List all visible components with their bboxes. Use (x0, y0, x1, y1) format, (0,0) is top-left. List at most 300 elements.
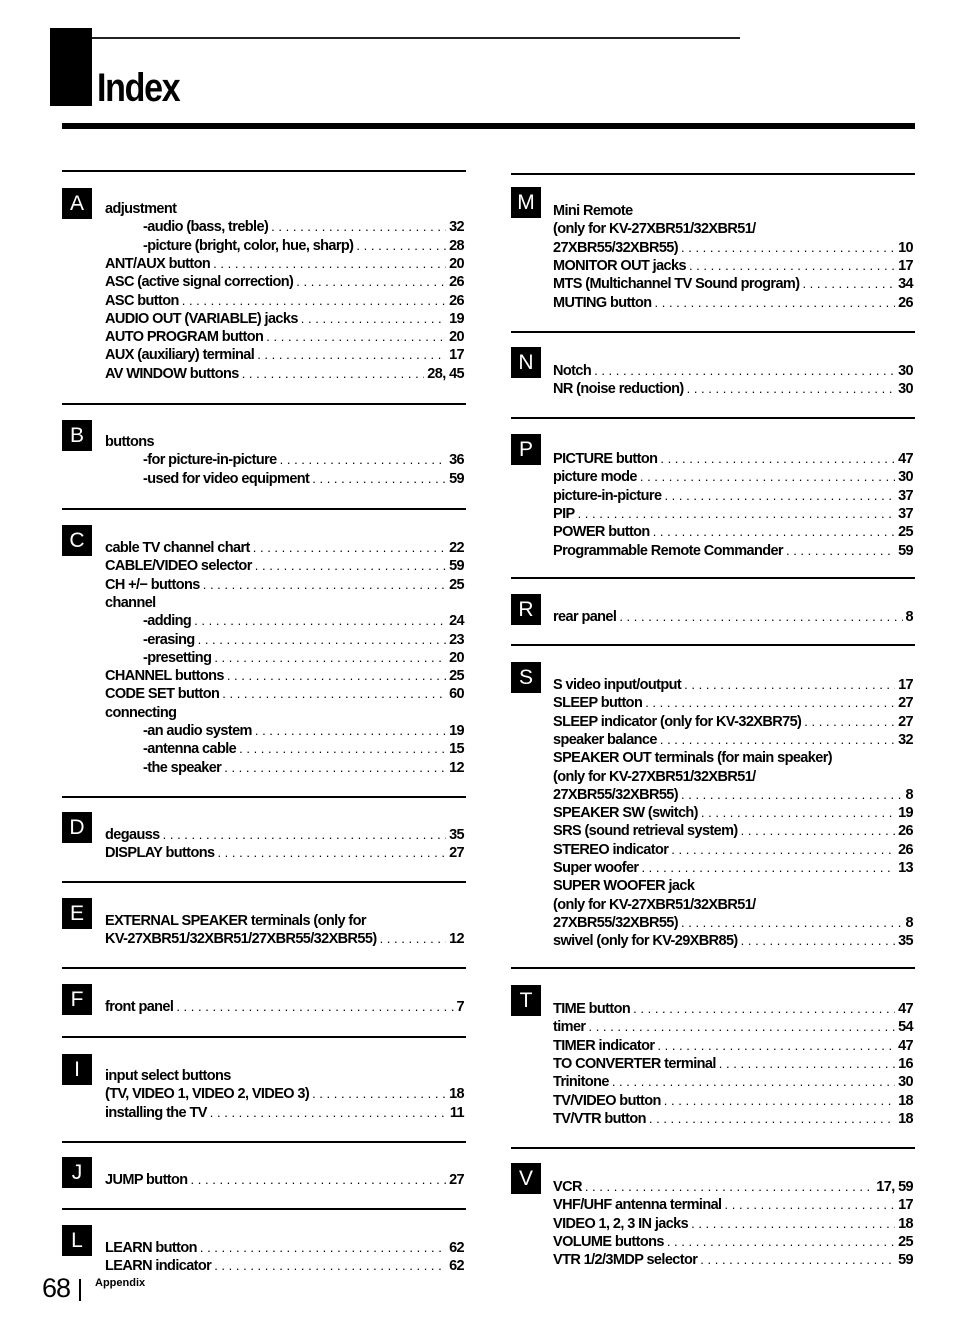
dot-leader (681, 914, 903, 932)
index-entry (553, 859, 913, 877)
entry-term: ASC (active signal correction) (105, 274, 294, 291)
entry-term: -presetting (143, 649, 212, 666)
section-rule (511, 644, 915, 646)
entry-page: 24 (449, 613, 464, 630)
entry-term: Programmable Remote Commander (553, 542, 783, 559)
entry-term: Notch (553, 363, 592, 379)
entry-term: adjustment (105, 201, 177, 217)
index-entry (553, 523, 913, 541)
dot-leader (667, 1233, 895, 1251)
index-entry (553, 1251, 913, 1269)
index-entry (553, 1233, 913, 1251)
index-entry (553, 1110, 913, 1128)
entry-page: 32 (898, 731, 913, 748)
section-rule (511, 331, 915, 333)
index-entry (553, 505, 913, 523)
dot-leader (641, 859, 895, 877)
dot-leader (200, 1239, 446, 1257)
dot-leader (280, 451, 446, 469)
entry-term: SRS (sound retrieval system) (553, 823, 738, 840)
entry-page: 25 (449, 668, 464, 685)
index-entry (105, 292, 464, 310)
index-entry (105, 273, 464, 291)
entry-term: CHANNEL buttons (105, 668, 224, 685)
entry-page: 62 (449, 1258, 464, 1275)
index-entry (143, 237, 464, 255)
index-entry (553, 220, 913, 238)
entry-page: 35 (449, 827, 464, 843)
entry-term: picture-in-picture (553, 487, 662, 504)
dot-leader (194, 612, 446, 630)
letter-badge-c: C (62, 525, 92, 556)
index-entry (105, 1067, 464, 1085)
entry-page: 15 (449, 741, 464, 758)
index-entry (553, 468, 913, 486)
index-entry (143, 759, 464, 777)
dot-leader (649, 1110, 895, 1128)
index-entry (143, 722, 464, 740)
entry-term: VIDEO 1, 2, 3 IN jacks (553, 1215, 689, 1232)
index-entry (553, 362, 913, 380)
letter-badge-b: B (62, 420, 92, 451)
entry-term: 27XBR55/32XBR55) (553, 239, 678, 256)
index-entry (105, 1085, 464, 1103)
letter-badge-e: E (62, 898, 92, 929)
letter-badge-l: L (62, 1225, 92, 1256)
entry-page: 11 (449, 1104, 464, 1121)
dot-leader (203, 576, 446, 594)
dot-leader (380, 930, 446, 948)
entry-term: AUX (auxiliary) terminal (105, 347, 255, 364)
entry-page: 10 (898, 239, 913, 256)
entry-page: 26 (898, 841, 913, 858)
dot-leader (301, 310, 446, 328)
index-entry (105, 1171, 464, 1189)
entry-page: 59 (449, 558, 464, 575)
letter-badge-m: M (511, 187, 541, 218)
dot-leader (725, 1196, 896, 1214)
dot-leader (585, 1178, 873, 1196)
dot-leader (660, 450, 895, 468)
index-entry (105, 539, 464, 557)
entry-page: 25 (449, 576, 464, 593)
entry-term: cable TV channel chart (105, 540, 250, 556)
dot-leader (684, 676, 895, 694)
entry-page: 17 (449, 347, 464, 364)
dot-leader (227, 667, 446, 685)
index-entry (553, 1018, 913, 1036)
entry-term: AUTO PROGRAM button (105, 329, 264, 346)
index-entry (553, 1178, 913, 1196)
section-rule (62, 1208, 466, 1210)
entry-term: Trinitone (553, 1074, 609, 1091)
index-entry (553, 713, 913, 731)
dot-leader (741, 932, 895, 950)
dot-leader (191, 1171, 447, 1189)
dot-leader (689, 257, 895, 275)
entry-term: S video input/output (553, 677, 682, 693)
dot-leader (719, 1055, 895, 1073)
letter-badge-r: R (511, 594, 541, 625)
entry-page: 59 (898, 542, 913, 559)
entry-page: 8 (905, 609, 913, 625)
entry-term: -adding (143, 613, 192, 630)
entry-term: MONITOR OUT jacks (553, 257, 686, 274)
entry-page: 17 (898, 257, 913, 274)
dot-leader (645, 694, 895, 712)
index-entry (105, 685, 464, 703)
entry-page: 27 (449, 1172, 464, 1188)
title-top-rule (92, 37, 740, 39)
entry-term: MTS (Multichannel TV Sound program) (553, 276, 800, 293)
index-entry (105, 1257, 464, 1275)
index-entry (143, 740, 464, 758)
entry-term: (only for KV-27XBR51/32XBR51/ (553, 768, 756, 785)
entry-term: channel (105, 594, 156, 611)
index-entry (553, 487, 913, 505)
section-rule (511, 173, 915, 175)
dot-leader (271, 218, 446, 236)
entry-page: 20 (449, 649, 464, 666)
index-entry (553, 841, 913, 859)
dot-leader (655, 294, 896, 312)
entry-page: 18 (898, 1110, 913, 1127)
entry-term: swivel (only for KV-29XBR85) (553, 933, 738, 950)
index-entry (553, 822, 913, 840)
index-entry (105, 255, 464, 273)
entry-term: SPEAKER OUT terminals (for main speaker) (553, 750, 832, 767)
entry-term: SUPER WOOFER jack (553, 878, 695, 895)
index-entry (553, 676, 913, 694)
entry-page: 12 (449, 931, 464, 948)
index-entry (553, 932, 913, 950)
index-entry (553, 768, 913, 786)
dot-leader (619, 608, 902, 626)
index-entry (105, 433, 464, 451)
entry-page: 20 (449, 255, 464, 272)
dot-leader (312, 1085, 446, 1103)
index-entry (105, 844, 464, 862)
entry-page: 8 (905, 914, 913, 931)
dot-leader (213, 255, 446, 273)
index-entry (553, 1092, 913, 1110)
entry-page: 59 (449, 470, 464, 487)
index-entry (105, 365, 464, 383)
dot-leader (257, 346, 446, 364)
index-entry (553, 1055, 913, 1073)
section-rule (62, 881, 466, 883)
letter-badge-i: I (62, 1054, 92, 1085)
index-entry (553, 749, 913, 767)
entry-page: 18 (898, 1092, 913, 1109)
dot-leader (163, 826, 446, 844)
dot-leader (701, 804, 895, 822)
entry-page: 18 (898, 1215, 913, 1232)
dot-leader (253, 539, 446, 557)
letter-badge-f: F (62, 984, 92, 1015)
dot-leader (691, 1215, 895, 1233)
dot-leader (239, 740, 446, 758)
entry-page: 7 (456, 999, 464, 1015)
index-entry (553, 608, 913, 626)
index-entry (105, 826, 464, 844)
entry-term: CODE SET button (105, 686, 220, 703)
dot-leader (802, 275, 895, 293)
entry-term: SLEEP indicator (only for KV-32XBR75) (553, 713, 802, 730)
entry-page: 27 (449, 845, 464, 862)
index-entry (553, 202, 913, 220)
index-entry (553, 896, 913, 914)
dot-leader (671, 841, 895, 859)
entry-page: 16 (898, 1055, 913, 1072)
letter-badge-t: T (511, 985, 541, 1016)
dot-leader (664, 487, 895, 505)
entry-term: STEREO indicator (553, 841, 669, 858)
entry-page: 62 (449, 1240, 464, 1256)
dot-leader (296, 273, 446, 291)
letter-badge-p: P (511, 434, 541, 465)
entry-page: 18 (449, 1086, 464, 1103)
entry-page: 25 (898, 524, 913, 541)
entry-term: -erasing (143, 631, 195, 648)
entry-page: 36 (449, 452, 464, 469)
entry-page: 30 (898, 1074, 913, 1091)
index-entry (105, 594, 464, 612)
section-rule (511, 1147, 915, 1149)
entry-page: 26 (449, 274, 464, 291)
dot-leader (578, 505, 895, 523)
index-entry (553, 804, 913, 822)
section-rule (62, 796, 466, 798)
section-rule (511, 417, 915, 419)
index-entry (553, 914, 913, 932)
entry-term: -used for video equipment (143, 470, 310, 487)
entry-page: 54 (898, 1019, 913, 1036)
entry-term: VTR 1/2/3MDP selector (553, 1252, 698, 1269)
entry-page: 25 (898, 1233, 913, 1250)
entry-term: SLEEP button (553, 695, 643, 712)
entry-page: 37 (898, 505, 913, 522)
dot-leader (242, 365, 425, 383)
entry-page: 17, 59 (876, 1179, 913, 1195)
entry-page: 20 (449, 329, 464, 346)
dot-leader (255, 722, 446, 740)
section-rule (511, 577, 915, 579)
dot-leader (176, 998, 453, 1016)
letter-badge-a: A (62, 188, 92, 219)
entry-term: SPEAKER SW (switch) (553, 805, 698, 822)
entry-page: 23 (449, 631, 464, 648)
dot-leader (210, 1104, 447, 1122)
entry-term: VHF/UHF antenna terminal (553, 1197, 722, 1214)
index-entry (553, 786, 913, 804)
index-entry (105, 346, 464, 364)
index-entry (105, 704, 464, 722)
entry-term: 27XBR55/32XBR55) (553, 786, 678, 803)
entry-page: 60 (449, 686, 464, 703)
dot-leader (700, 1251, 895, 1269)
entry-page: 19 (449, 310, 464, 327)
letter-badge-j: J (62, 1157, 92, 1188)
entry-term: VOLUME buttons (553, 1233, 664, 1250)
index-entry (553, 694, 913, 712)
dot-leader (182, 292, 446, 310)
index-entry (105, 912, 464, 930)
index-entry (553, 450, 913, 468)
dot-leader (588, 1018, 895, 1036)
entry-term: CH +/− buttons (105, 576, 200, 593)
entry-term: TO CONVERTER terminal (553, 1055, 716, 1072)
entry-page: 35 (898, 933, 913, 950)
entry-term: -antenna cable (143, 741, 237, 758)
entry-term: ANT/AUX button (105, 255, 211, 272)
section-rule (62, 170, 466, 172)
section-rule (62, 508, 466, 510)
entry-term: JUMP button (105, 1172, 188, 1188)
entry-term: front panel (105, 999, 174, 1015)
index-entry (553, 294, 913, 312)
index-entry (143, 631, 464, 649)
dot-leader (222, 685, 446, 703)
entry-term: -an audio system (143, 723, 252, 739)
entry-term: rear panel (553, 609, 617, 625)
entry-page: 30 (898, 469, 913, 486)
entry-page: 26 (898, 294, 913, 311)
entry-term: -picture (bright, color, hue, sharp) (143, 237, 354, 254)
entry-page: 13 (898, 860, 913, 876)
dot-leader (786, 542, 895, 560)
index-entry (105, 557, 464, 575)
entry-term: Super woofer (553, 860, 639, 876)
index-entry (553, 1196, 913, 1214)
index-entry (105, 200, 464, 218)
entry-term: (TV, VIDEO 1, VIDEO 2, VIDEO 3) (105, 1086, 310, 1103)
index-entry (105, 1104, 464, 1122)
entry-page: 47 (898, 451, 913, 467)
index-entry (553, 1037, 913, 1055)
entry-term: LEARN button (105, 1240, 197, 1256)
dot-leader (653, 523, 895, 541)
dot-leader (681, 239, 895, 257)
entry-page: 19 (898, 805, 913, 822)
section-rule (62, 403, 466, 405)
dot-leader (266, 328, 446, 346)
dot-leader (664, 1092, 895, 1110)
page-number: 68 (42, 1273, 71, 1303)
dot-leader (741, 822, 895, 840)
section-label: Appendix (95, 1277, 146, 1289)
entry-term: DISPLAY buttons (105, 845, 215, 862)
entry-term: picture mode (553, 469, 637, 486)
section-rule (511, 967, 915, 969)
index-entry (553, 877, 913, 895)
dot-leader (633, 1000, 895, 1018)
dot-leader (612, 1073, 895, 1091)
index-entry (105, 328, 464, 346)
entry-page: 28, 45 (427, 365, 464, 382)
entry-page: 26 (898, 823, 913, 840)
dot-leader (255, 557, 446, 575)
entry-term: CABLE/VIDEO selector (105, 558, 252, 575)
entry-page: 17 (898, 1197, 913, 1214)
entry-page: 28 (449, 237, 464, 254)
entry-term: EXTERNAL SPEAKER terminals (only for (105, 913, 366, 929)
index-entry (105, 310, 464, 328)
entry-term: buttons (105, 434, 154, 450)
index-entry (553, 380, 913, 398)
entry-page: 27 (898, 695, 913, 712)
index-entry (143, 470, 464, 488)
index-entry (553, 731, 913, 749)
entry-term: 27XBR55/32XBR55) (553, 914, 678, 931)
letter-badge-v: V (511, 1163, 541, 1194)
letter-badge-d: D (62, 812, 92, 843)
dot-leader (198, 631, 446, 649)
entry-term: ASC button (105, 292, 179, 309)
entry-page: 26 (449, 292, 464, 309)
entry-page: 17 (898, 677, 913, 693)
entry-term: TIME button (553, 1001, 631, 1017)
letter-badge-s: S (511, 662, 541, 693)
dot-leader (660, 731, 895, 749)
dot-leader (356, 237, 446, 255)
index-entry (105, 998, 464, 1016)
dot-leader (804, 713, 895, 731)
entry-page: 22 (449, 540, 464, 556)
index-entry (553, 257, 913, 275)
dot-leader (224, 759, 446, 777)
entry-term: input select buttons (105, 1068, 231, 1084)
entry-page: 37 (898, 487, 913, 504)
entry-term: speaker balance (553, 731, 657, 748)
entry-term: Mini Remote (553, 203, 633, 219)
entry-term: PIP (553, 505, 575, 522)
entry-term: -for picture-in-picture (143, 452, 277, 469)
entry-term: AV WINDOW buttons (105, 365, 239, 382)
index-entry (105, 667, 464, 685)
dot-leader (681, 786, 903, 804)
dot-leader (640, 468, 895, 486)
index-entry (553, 1073, 913, 1091)
section-rule (62, 1036, 466, 1038)
entry-term: POWER button (553, 524, 650, 541)
entry-term: VCR (553, 1179, 582, 1195)
letter-badge-n: N (511, 347, 541, 378)
entry-term: TV/VTR button (553, 1110, 646, 1127)
title-bar-block (50, 28, 92, 106)
index-entry (553, 1000, 913, 1018)
dot-leader (214, 1257, 446, 1275)
entry-term: AUDIO OUT (VARIABLE) jacks (105, 310, 298, 327)
entry-term: PICTURE button (553, 451, 658, 467)
index-entry (105, 576, 464, 594)
entry-term: (only for KV-27XBR51/32XBR51/ (553, 896, 756, 913)
dot-leader (217, 844, 446, 862)
entry-page: 27 (898, 713, 913, 730)
index-entry (553, 542, 913, 560)
index-entry (105, 1239, 464, 1257)
section-rule (62, 967, 466, 969)
page-title: Index (97, 66, 180, 110)
entry-page: 12 (449, 759, 464, 776)
dot-leader (214, 649, 446, 667)
index-entry (143, 451, 464, 469)
entry-page: 47 (898, 1001, 913, 1017)
entry-page: 8 (905, 786, 913, 803)
index-entry (143, 612, 464, 630)
entry-term: -the speaker (143, 759, 222, 776)
index-entry (143, 218, 464, 236)
